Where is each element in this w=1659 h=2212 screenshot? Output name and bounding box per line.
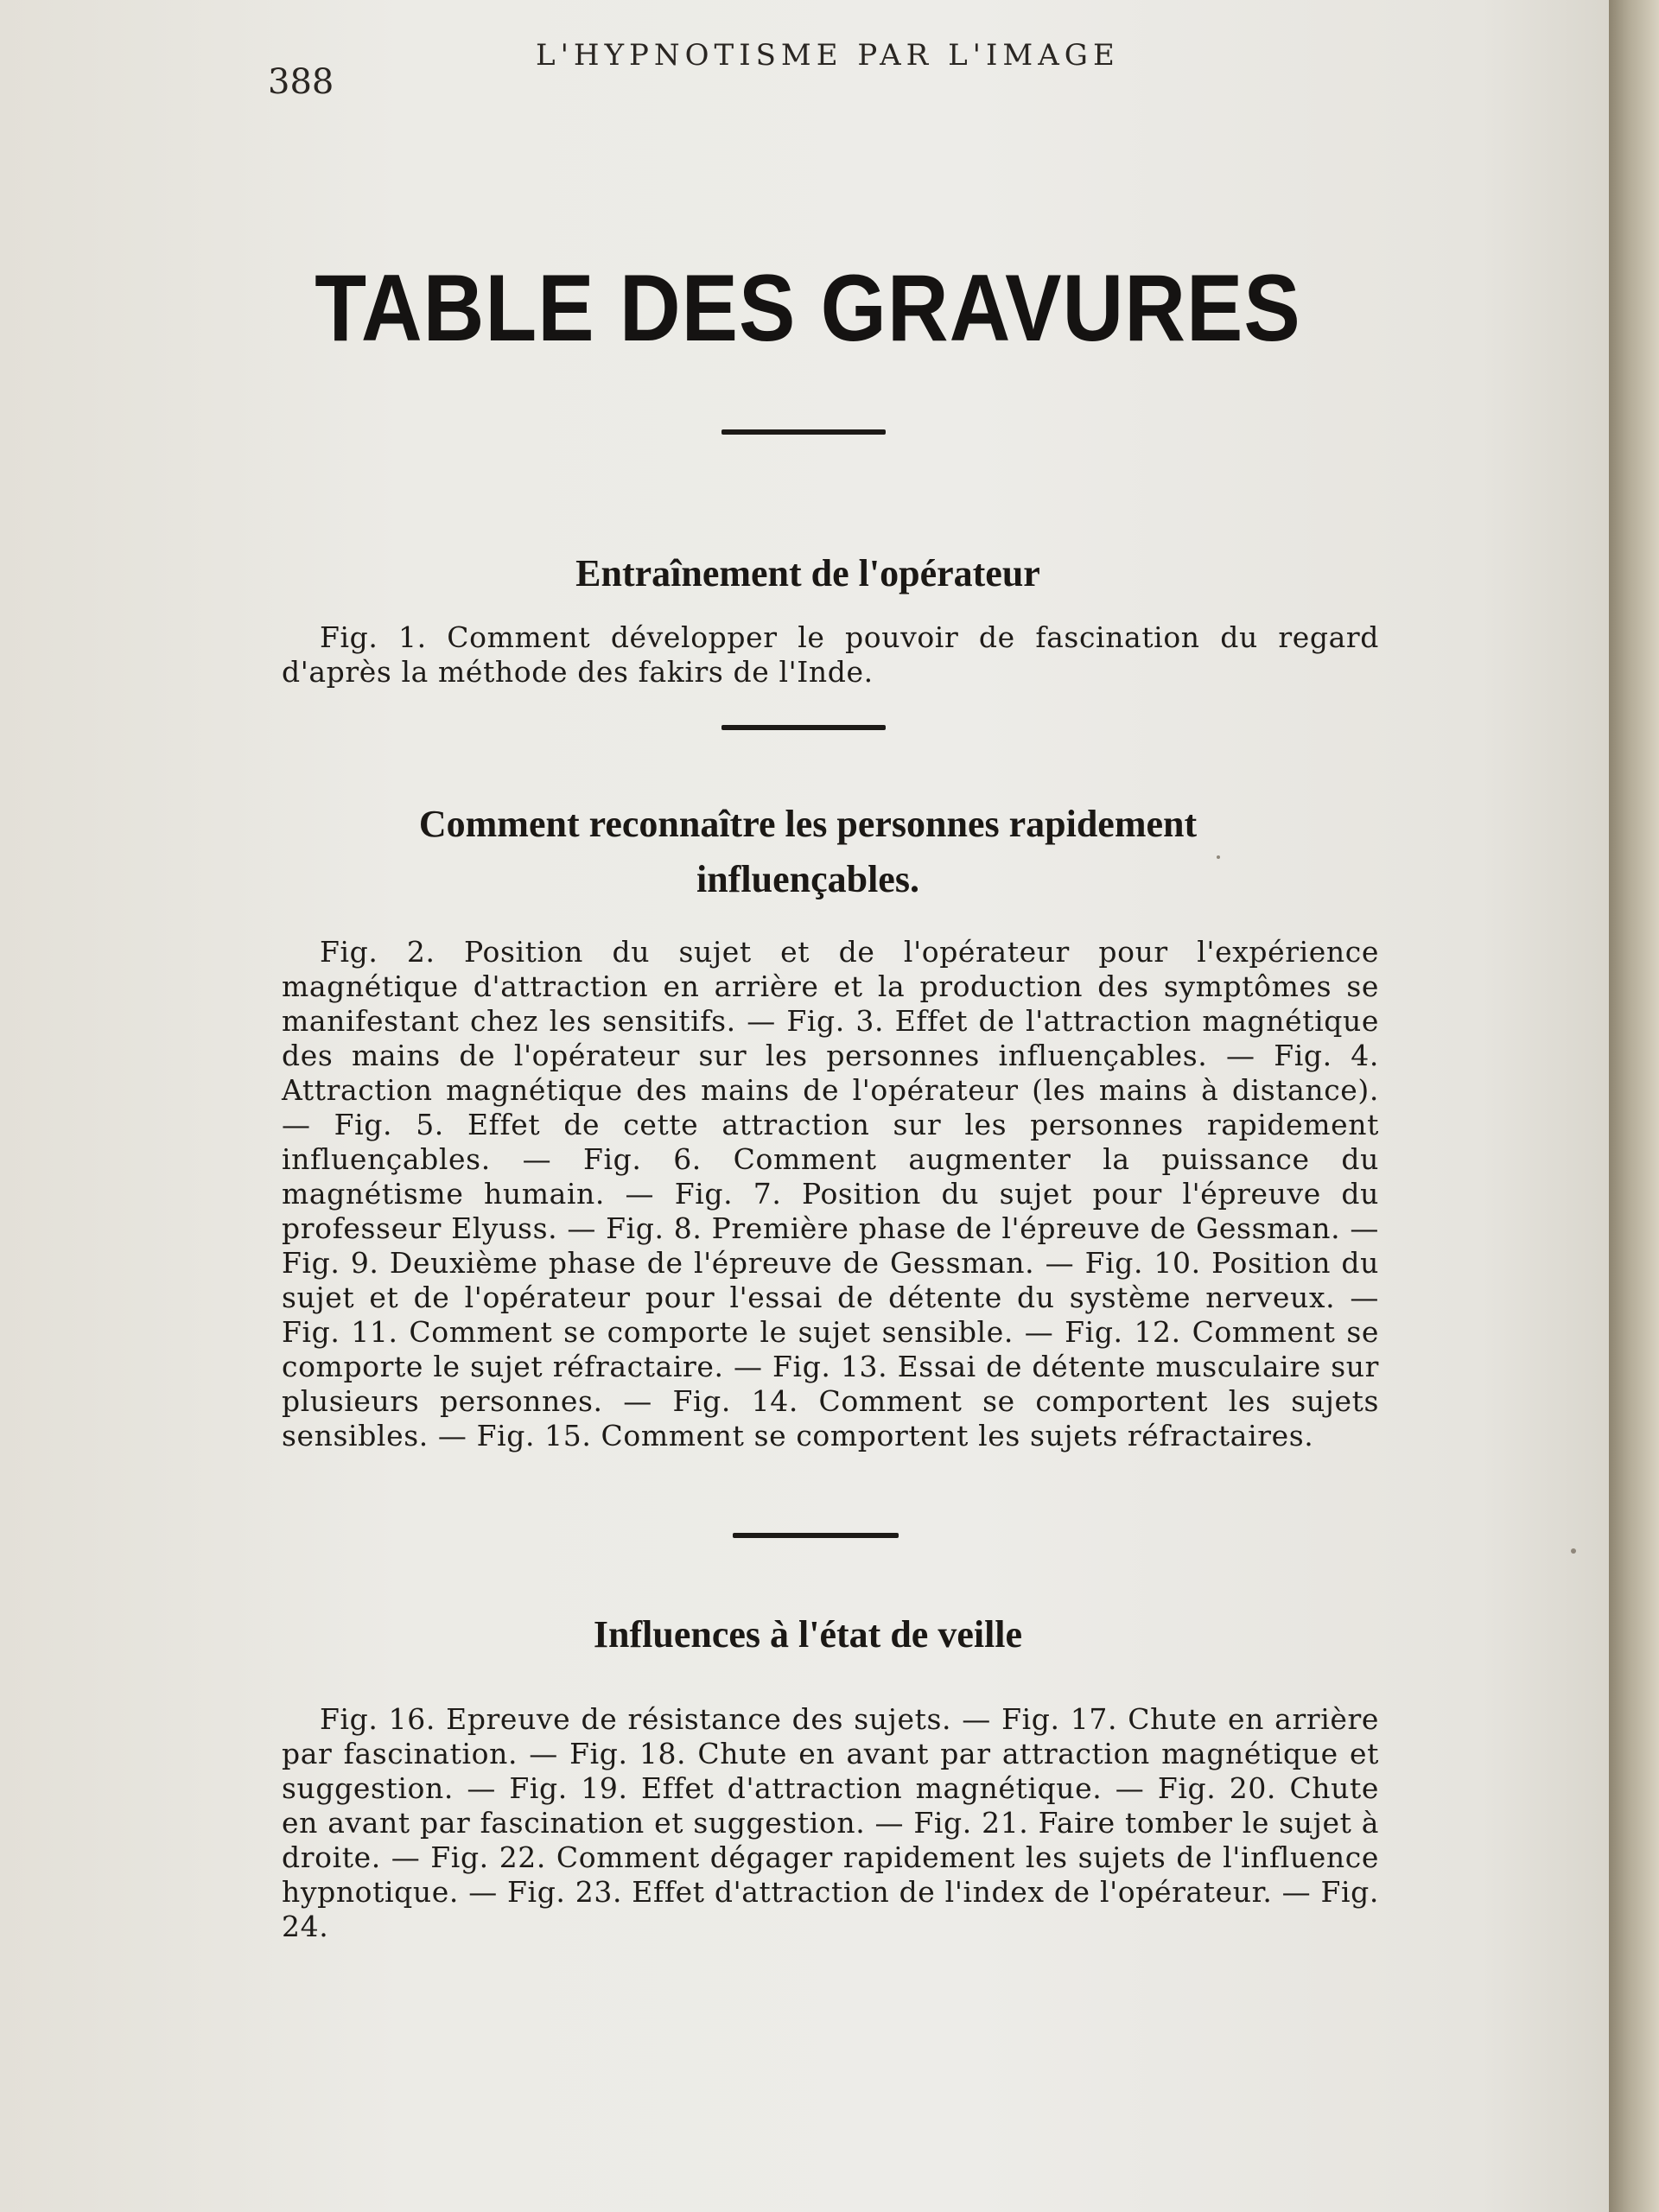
section-heading-waking-influences: Influences à l'état de veille: [593, 1613, 1023, 1656]
section-divider: [733, 1533, 899, 1538]
section-heading-recognizing-subjects: Comment reconnaître les personnes rapidement influençables.: [418, 803, 1198, 900]
section-text-waking-influences: Fig. 16. Epreuve de résistance des sujets. — Fig. 17. Chute en arrière par fascination. — Fig. 18. Chute en avant par attraction magnétique et suggestion. — Fig. 19. Effet d'attraction magnétique. — Fig. 20. Chute en avant par fascination et suggestion. — Fig. 21. Faire tomber le sujet à droite. — Fig. 22. Comment dégager rapidement les sujets de l'influence hypnotique. — Fig. 23. Effet d'attraction de l'index de l'opérateur. — Fig. 24.: [282, 1702, 1379, 1943]
page-edge-shadow: [1609, 0, 1659, 2212]
section-divider: [721, 725, 886, 730]
page-number: 388: [268, 62, 334, 102]
paper-speck: [1571, 1548, 1576, 1554]
section-text-recognizing-subjects: Fig. 2. Position du sujet et de l'opérateur pour l'expérience magnétique d'attraction en arrière et la production des symptômes se manifestant chez les sensitifs. — Fig. 3. Effet de l'attraction magnétique des mains de l'opérateur sur les personnes influençables. — Fig. 4. Attraction magnétique des mains de l'opérateur (les mains à distance). — Fig. 5. Effet de cette attraction sur les personnes rapidement influençables. — Fig. 6. Comment augmenter la puissance du magnétisme humain. — Fig. 7. Position du sujet pour l'épreuve du professeur Elyuss. — Fig. 8. Première phase de l'épreuve de Gessman. — Fig. 9. Deuxième phase de l'épreuve de Gessman. — Fig. 10. Position du sujet et de l'opérateur pour l'essai de détente du système nerveux. — Fig. 11. Comment se comporte le sujet sensible. — Fig. 12. Comment se comporte le sujet réfractaire. — Fig. 13. Essai de détente musculaire sur plusieurs personnes. — Fig. 14. Comment se comportent les sujets sensibles. — Fig. 15. Comment se comportent les sujets réfractaires.: [282, 935, 1379, 1452]
page-title: TABLE DES GRAVURES: [315, 254, 1301, 361]
running-title: L'HYPNOTISME PAR L'IMAGE: [536, 38, 1120, 73]
paper-speck: [1217, 855, 1220, 859]
title-divider: [721, 429, 886, 435]
running-head: [268, 38, 1365, 102]
section-text-operator-training: Fig. 1. Comment développer le pouvoir de fascination du regard d'après la méthode des fakirs de l'Inde.: [282, 620, 1379, 689]
section-heading-operator-training: Entraînement de l'opérateur: [575, 552, 1040, 594]
